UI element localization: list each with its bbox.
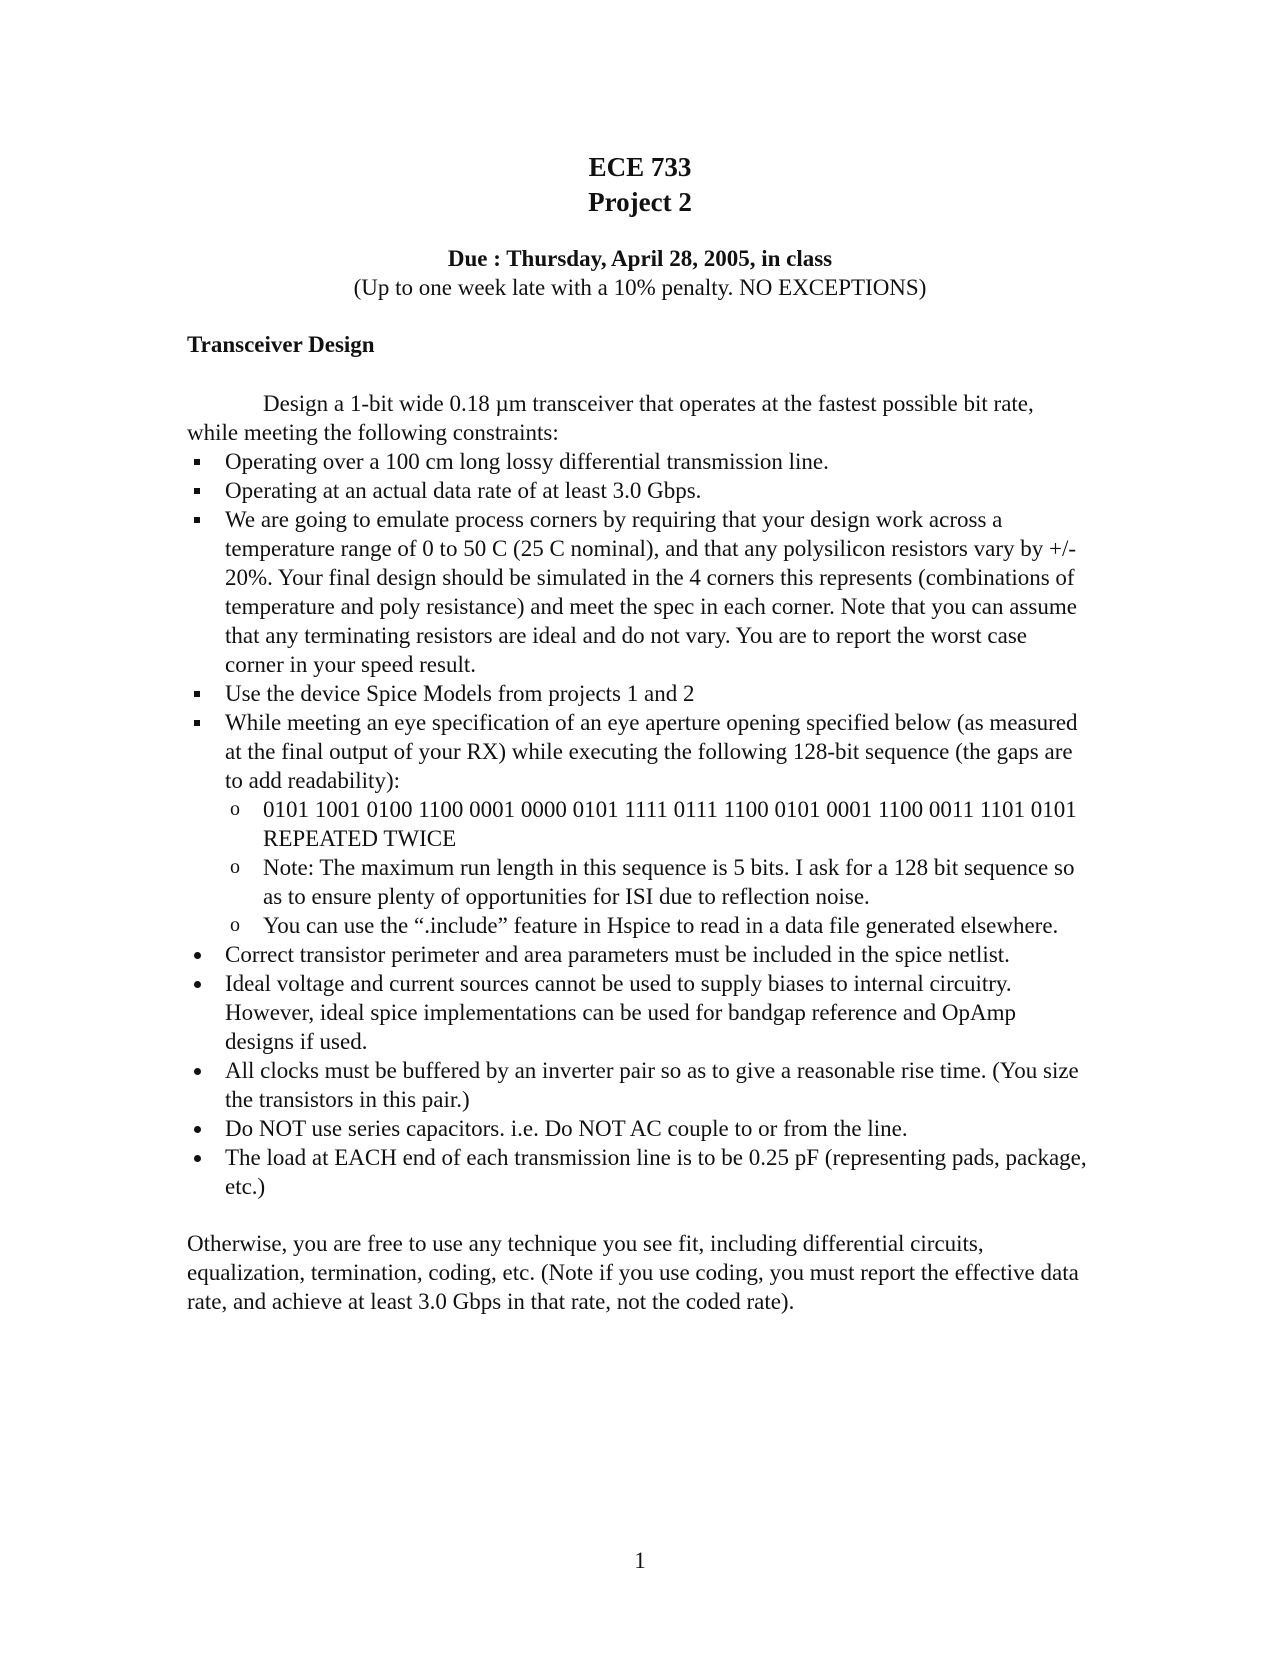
list-item <box>225 795 1087 853</box>
dot-bullet-icon <box>187 969 207 998</box>
page-number: 1 <box>634 1548 646 1573</box>
section-heading: Transceiver Design <box>187 332 375 357</box>
dot-bullet-icon <box>187 1114 207 1143</box>
dot-bullet-icon <box>187 1056 207 1085</box>
requirement-text: All clocks must be buffered by an inverter pair so as to give a reasonable rise time. (You size the transistors in this pair.) <box>225 1058 1079 1112</box>
list-item <box>187 476 1087 505</box>
constraint-text: Operating at an actual data rate of at least 3.0 Gbps. <box>225 478 702 503</box>
main-content <box>187 330 1087 1316</box>
constraint-text: We are going to emulate process corners by requiring that your design work across a temperature range of 0 to 50 C (25 C nominal), and that any polysilicon resistors vary by +/- 20%. Your final design should be simulated in the 4 corners this represents (combinations of temperature and poly resistance) and meet the spec in each corner. Note that you can assume that any terminating resistors are ideal and do not vary. You are to report the worst case corner in your speed result. <box>225 507 1077 677</box>
constraint-text: While meeting an eye specification of an eye aperture opening specified below (as measured at the final output of your RX) while executing the following 128-bit sequence (the gaps are to add readability): <box>225 710 1078 793</box>
list-item <box>187 447 1087 476</box>
square-bullet-icon <box>187 679 207 708</box>
square-bullet-icon <box>187 447 207 476</box>
intro-paragraph: Design a 1-bit wide 0.18 µm transceiver that operates at the fastest possible bit rate, while meeting the following constraints: <box>187 391 1034 445</box>
list-item <box>187 1056 1087 1114</box>
circle-bullet-icon: o <box>230 798 240 820</box>
square-bullet-icon <box>187 476 207 505</box>
list-item <box>187 1143 1087 1201</box>
title-block <box>0 150 1280 220</box>
course-title: ECE 733 <box>588 152 692 182</box>
constraint-text: Use the device Spice Models from projects 1 and 2 <box>225 681 695 706</box>
sequence-text: 0101 1001 0100 1100 0001 0000 0101 1111 0111 1100 0101 0001 1100 0011 1101 0101 REPEATED TWICE <box>263 797 1077 851</box>
late-policy: (Up to one week late with a 10% penalty. NO EXCEPTIONS) <box>353 275 927 300</box>
requirement-text: Correct transistor perimeter and area parameters must be included in the spice netlist. <box>225 942 1010 967</box>
closing-paragraph: Otherwise, you are free to use any technique you see fit, including differential circuits, equalization, termination, coding, etc. (Note if you use coding, you must report the effective data rate, and achieve at least 3.0 Gbps in that rate, not the coded rate). <box>187 1231 1079 1314</box>
sequence-notes-list <box>225 795 1087 940</box>
due-block <box>0 244 1280 302</box>
dot-bullet-icon <box>187 940 207 969</box>
list-item <box>187 505 1087 679</box>
list-item <box>187 1114 1087 1143</box>
square-bullet-icon <box>187 708 207 737</box>
constraints-list <box>187 447 1087 795</box>
dot-bullet-icon <box>187 1143 207 1172</box>
sequence-note-text: You can use the “.include” feature in Hspice to read in a data file generated elsewhere. <box>263 913 1059 938</box>
requirement-text: Do NOT use series capacitors. i.e. Do NOT AC couple to or from the line. <box>225 1116 908 1141</box>
constraint-text: Operating over a 100 cm long lossy differential transmission line. <box>225 449 829 474</box>
requirement-text: Ideal voltage and current sources cannot be used to supply biases to internal circuitry. However, ideal spice implementations can be used for bandgap reference and OpAmp designs if used. <box>225 971 1016 1054</box>
square-bullet-icon <box>187 505 207 534</box>
sequence-note-text: Note: The maximum run length in this sequence is 5 bits. I ask for a 128 bit sequence so as to ensure plenty of opportunities for ISI due to reflection noise. <box>263 855 1075 909</box>
due-date: Due : Thursday, April 28, 2005, in class <box>447 246 833 271</box>
requirements-list <box>187 940 1087 1201</box>
project-title: Project 2 <box>588 187 692 217</box>
circle-bullet-icon: o <box>230 856 240 878</box>
list-item <box>187 969 1087 1056</box>
list-item <box>187 708 1087 795</box>
list-item <box>187 940 1087 969</box>
list-item <box>225 911 1087 940</box>
requirement-text: The load at EACH end of each transmission line is to be 0.25 pF (representing pads, package, etc.) <box>225 1145 1087 1199</box>
list-item <box>187 679 1087 708</box>
circle-bullet-icon: o <box>230 914 240 936</box>
list-item <box>225 853 1087 911</box>
